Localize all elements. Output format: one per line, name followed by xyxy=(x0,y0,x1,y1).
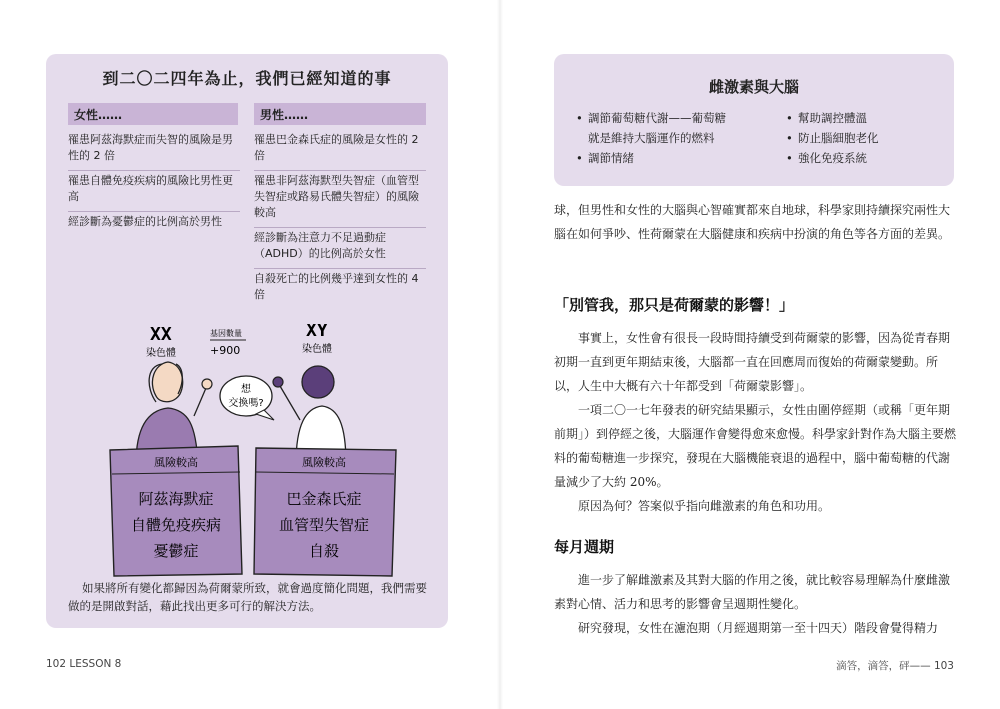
gene-label: 基因數量 xyxy=(210,329,242,338)
card-title: 到二〇二四年為止，我們已經知道的事 xyxy=(102,69,392,88)
sign-left-line: 自體免疫疾病 xyxy=(130,516,222,534)
paragraph: 一項二〇一七年發表的研究結果顯示，女性由圍停經期（或稱「更年期前期」）到停經之後，大腦運作會變得愈來愈慢。科學家針對作為大腦主要燃料的葡萄糖進一步探究，發現在大腦機能衰退的過程中，腦中葡萄糖的代謝量減少了大約 20%。 xyxy=(554,403,957,489)
female-header: 女性…… xyxy=(68,103,238,125)
female-fact: 罹患自體免疫疾病的風險比男性更高 xyxy=(68,171,240,212)
box-item: • 強化免疫系統 xyxy=(786,151,867,165)
xx-label: XX xyxy=(150,324,172,345)
sign-right-head: 風險較高 xyxy=(302,456,346,469)
male-fact: 自殺死亡的比例幾乎達到女性的 4 倍 xyxy=(254,272,419,301)
body-text xyxy=(554,326,956,518)
box-item: • 幫助調控體溫 xyxy=(786,111,867,125)
xy-label: XY xyxy=(306,324,328,341)
bubble-line2: 交換嗎? xyxy=(228,398,264,409)
xx-sub: 染色體 xyxy=(146,348,176,359)
speech-bubble xyxy=(220,376,274,420)
box-item: • 防止腦細胞老化 xyxy=(786,131,879,145)
sign-left xyxy=(110,446,242,576)
facts-card xyxy=(46,54,448,628)
male-header: 男性…… xyxy=(254,103,426,125)
box-list-right xyxy=(786,108,946,168)
page-folio-left: 102 LESSON 8 xyxy=(46,658,122,670)
sign-right-line: 血管型失智症 xyxy=(278,516,370,534)
section-heading: 「別管我，那只是荷爾蒙的影響！」 xyxy=(554,296,795,314)
page-folio-right: 滴答，滴答，砰—— 103 xyxy=(836,660,954,672)
paragraph: 研究發現，女性在濾泡期（月經週期第一至十四天）階段會覺得精力 xyxy=(578,621,939,635)
male-fact: 罹患巴金森氏症的風險是女性的 2 倍 xyxy=(254,130,426,171)
section-heading: 每月週期 xyxy=(554,538,615,556)
xy-sub: 染色體 xyxy=(302,344,332,355)
paragraph: 原因為何？答案似乎指向雌激素的角色和功用。 xyxy=(578,499,831,513)
male-column xyxy=(254,130,426,309)
paragraph-continued: 球，但男性和女性的大腦與心智確實都來自地球，科學家則持續探究兩性大腦在如何爭吵、性荷爾蒙在大腦健康和疾病中扮演的角色等各方面的差異。 xyxy=(554,203,951,241)
paragraph: 進一步了解雌激素及其對大腦的作用之後，就比較容易理解為什麼雌激素對心情、活力和思考的影響會呈週期性變化。 xyxy=(554,573,951,611)
male-fact: 罹患非阿茲海默型失智症（血管型失智症或路易氏體失智症）的風險較高 xyxy=(254,171,426,228)
box-item: • 調節情緒 xyxy=(576,151,634,165)
box-item: • 調節葡萄糖代謝——葡萄糖 xyxy=(576,111,726,125)
box-item-cont: 就是維持大腦運作的燃料 xyxy=(588,131,715,145)
estrogen-box xyxy=(554,54,954,186)
sign-right xyxy=(254,448,396,576)
sign-right-line: 巴金森氏症 xyxy=(286,490,362,508)
body-text-2 xyxy=(554,568,956,640)
female-column xyxy=(68,130,240,236)
sign-left-head: 風險較高 xyxy=(154,456,198,469)
right-page xyxy=(500,0,1000,709)
paragraph: 事實上，女性會有很長一段時間持續受到荷爾蒙的影響，因為從青春期初期一直到更年期結束後，大腦都一直在回應周而復始的荷爾蒙變動。所以，人生中大概有六十年都受到「荷爾蒙影響」。 xyxy=(554,331,951,393)
male-fact: 經診斷為注意力不足過動症（ADHD）的比例高於女性 xyxy=(254,228,426,269)
box-title: 雌激素與大腦 xyxy=(708,78,799,96)
card-note: 如果將所有變化都歸因為荷爾蒙所致，就會過度簡化問題，我們需要做的是開啟對話，藉此找出更多可行的解決方法。 xyxy=(68,581,427,613)
box-list-left xyxy=(576,108,776,168)
female-fact: 罹患阿茲海默症而失智的風險是男性的 2 倍 xyxy=(68,130,240,171)
gene-value: +900 xyxy=(210,344,241,357)
bubble-line1: 想 xyxy=(241,384,251,395)
sign-left-line: 憂鬱症 xyxy=(153,542,199,560)
sign-left-line: 阿茲海默症 xyxy=(138,490,214,508)
female-fact: 經診斷為憂鬱症的比例高於男性 xyxy=(68,215,222,228)
sign-right-line: 自殺 xyxy=(308,542,340,560)
hormone-illustration xyxy=(106,324,426,579)
